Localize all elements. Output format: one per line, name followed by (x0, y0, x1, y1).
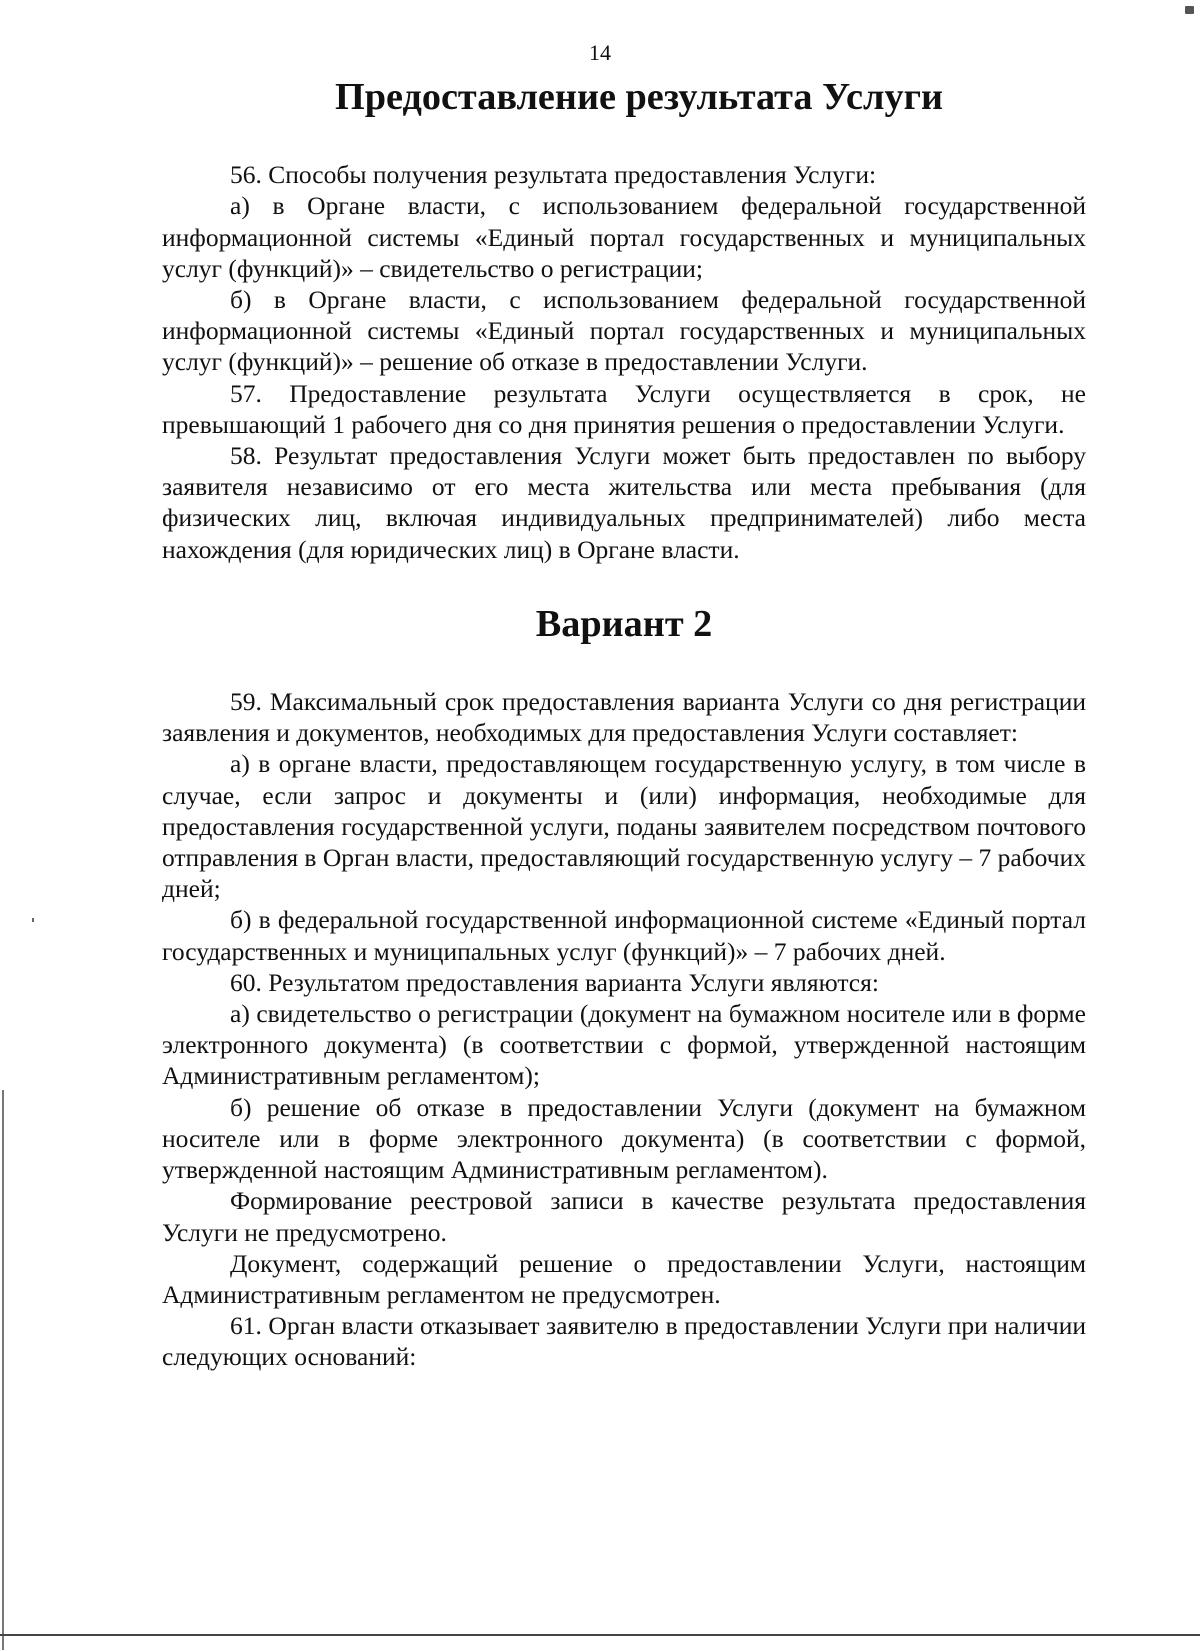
scan-edge-left (2, 1090, 4, 1650)
scan-speck (1185, 6, 1194, 14)
paragraph-59a: а) в органе власти, предоставляющем государственную услугу, в том числе в случае, если запрос и документы и (или) информация, необходимые для предоставления государственной услуги, поданы заявителем посредством почтового отправления в Орган власти, предоставляющий государственную услугу – 7 рабочих дней; (162, 749, 1086, 904)
paragraph-59b: б) в федеральной государственной информационной системе «Единый портал государственных и муниципальных услуг (функций)» – 7 рабочих дней. (162, 905, 1086, 966)
paragraph-decision-note: Документ, содержащий решение о предоставлении Услуги, настоящим Административным регламентом не предусмотрен. (162, 1248, 1086, 1309)
paragraph-57: 57. Предоставление результата Услуги осуществляется в срок, не превышающий 1 рабочего дня со дня принятия решения о предоставлении Услуги. (162, 378, 1086, 439)
document-body (162, 76, 1086, 1373)
page-number: 14 (589, 40, 611, 65)
paragraph-60: 60. Результатом предоставления варианта Услуги являются: (230, 967, 879, 997)
paragraph-58: 58. Результат предоставления Услуги может быть предоставлен по выбору заявителя независимо от его места жительства или места пребывания (для физических лиц, включая индивидуальных предпринимателей) либо места нахождения (для юридических лиц) в Органе власти. (162, 441, 1086, 564)
scan-edge-bottom (0, 1634, 1200, 1636)
paragraph-56a: а) в Органе власти, с использованием федеральной государственной информационной системы «Единый портал государственных и муниципальных услуг (функций)» – свидетельство о регистрации; (162, 191, 1086, 283)
scan-dot (32, 918, 34, 922)
paragraph-56: 56. Способы получения результата предоставления Услуги: (230, 160, 877, 190)
section-heading-result: Предоставление результата Услуги (334, 76, 943, 118)
paragraph-registry-note: Формирование реестровой записи в качестве результата предоставления Услуги не предусмотрено. (162, 1186, 1086, 1247)
paragraph-61: 61. Орган власти отказывает заявителю в предоставлении Услуги при наличии следующих оснований: (162, 1311, 1086, 1372)
paragraph-60a: а) свидетельство о регистрации (документ на бумажном носителе или в форме электронного документа) (в соответствии с формой, утвержденной настоящим Административным регламентом); (162, 999, 1086, 1091)
paragraph-60b: б) решение об отказе в предоставлении Услуги (документ на бумажном носителе или в форме электронного документа) (в соответствии с формой, утвержденной настоящим Административным регламентом). (162, 1092, 1086, 1185)
section-heading-variant-2: Вариант 2 (535, 602, 713, 645)
paragraph-59: 59. Максимальный срок предоставления варианта Услуги со дня регистрации заявления и документов, необходимых для предоставления Услуги составляет: (162, 687, 1086, 748)
paragraph-56b: б) в Органе власти, с использованием федеральной государственной информационной системы «Единый портал государственных и муниципальных услуг (функций)» – решение об отказе в предоставлении Услуги. (162, 285, 1086, 377)
